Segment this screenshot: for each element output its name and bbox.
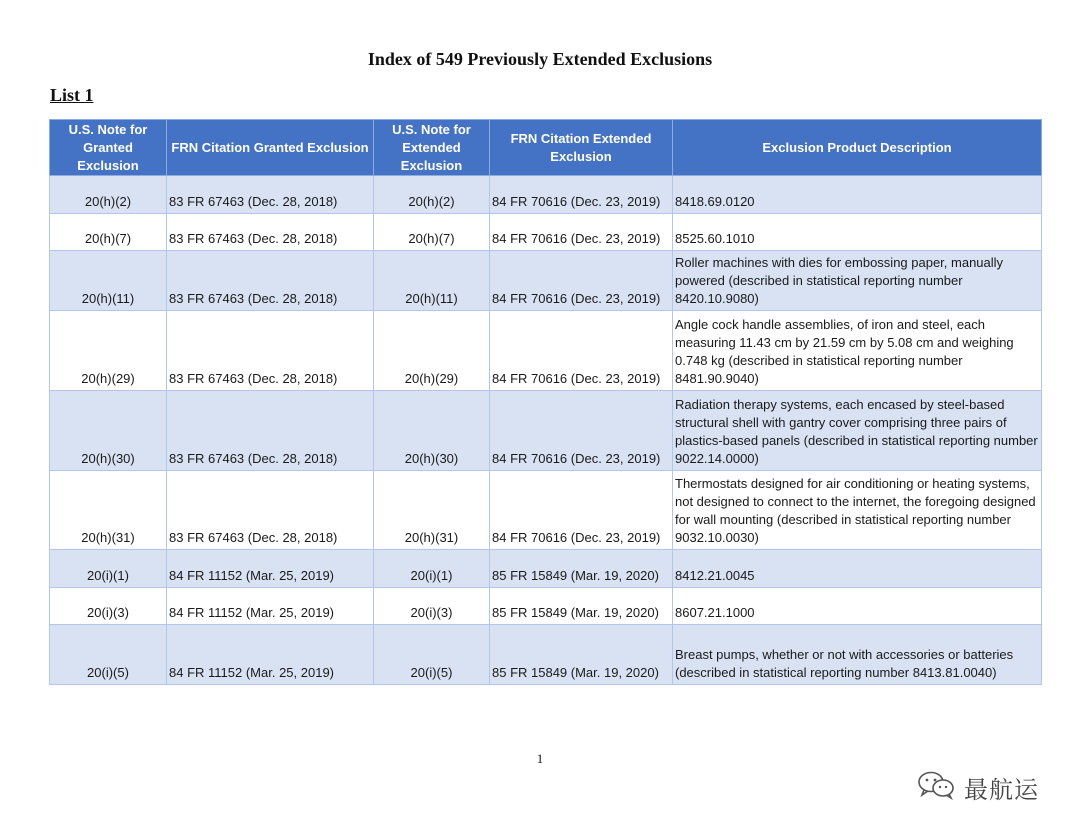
cell-description: Breast pumps, whether or not with accessories or batteries (described in statistical reporting number 8413.81.0040) <box>673 625 1042 685</box>
table-row <box>50 214 1042 251</box>
cell-extended-frn: 84 FR 70616 (Dec. 23, 2019) <box>490 176 673 214</box>
cell-granted-note: 20(h)(2) <box>50 176 167 214</box>
page-number: 1 <box>536 751 544 766</box>
watermark-text: 最航运 <box>964 776 1039 804</box>
cell-description: 8418.69.0120 <box>673 176 1042 214</box>
cell-extended-frn: 85 FR 15849 (Mar. 19, 2020) <box>490 625 673 685</box>
table-row <box>50 471 1042 550</box>
page-title: Index of 549 Previously Extended Exclusions <box>367 49 713 69</box>
cell-granted-frn: 84 FR 11152 (Mar. 25, 2019) <box>167 550 374 588</box>
cell-extended-note: 20(i)(3) <box>374 588 490 625</box>
cell-description: Radiation therapy systems, each encased by steel-based structural shell with gantry cover comprising three pairs of plastics-based panels (described in statistical reporting number 9022.14.0000) <box>673 391 1042 471</box>
cell-granted-note: 20(i)(5) <box>50 625 167 685</box>
cell-granted-frn: 83 FR 67463 (Dec. 28, 2018) <box>167 214 374 251</box>
cell-granted-frn: 83 FR 67463 (Dec. 28, 2018) <box>167 311 374 391</box>
cell-extended-note: 20(h)(30) <box>374 391 490 471</box>
cell-extended-note: 20(h)(31) <box>374 471 490 550</box>
cell-description: Thermostats designed for air conditioning or heating systems, not designed to connect to the internet, the foregoing designed for wall mounting (described in statistical reporting number 9032.10.0030) <box>673 471 1042 550</box>
cell-extended-note: 20(h)(2) <box>374 176 490 214</box>
table-row <box>50 176 1042 214</box>
table-row <box>50 550 1042 588</box>
header-description: Exclusion Product Description <box>673 120 1042 176</box>
list-label: List 1 <box>50 85 94 105</box>
cell-extended-note: 20(h)(29) <box>374 311 490 391</box>
table-header <box>50 120 1042 176</box>
cell-extended-frn: 84 FR 70616 (Dec. 23, 2019) <box>490 251 673 311</box>
cell-extended-note: 20(i)(1) <box>374 550 490 588</box>
cell-extended-frn: 84 FR 70616 (Dec. 23, 2019) <box>490 214 673 251</box>
watermark <box>916 770 1039 804</box>
table-row <box>50 625 1042 685</box>
header-row <box>50 120 1042 176</box>
cell-description: 8607.21.1000 <box>673 588 1042 625</box>
cell-granted-frn: 84 FR 11152 (Mar. 25, 2019) <box>167 625 374 685</box>
table-row <box>50 311 1042 391</box>
cell-granted-frn: 83 FR 67463 (Dec. 28, 2018) <box>167 176 374 214</box>
cell-extended-frn: 85 FR 15849 (Mar. 19, 2020) <box>490 550 673 588</box>
cell-extended-note: 20(h)(7) <box>374 214 490 251</box>
cell-description: 8412.21.0045 <box>673 550 1042 588</box>
cell-description: Roller machines with dies for embossing paper, manually powered (described in statistical reporting number 8420.10.9080) <box>673 251 1042 311</box>
cell-granted-note: 20(h)(30) <box>50 391 167 471</box>
cell-extended-note: 20(h)(11) <box>374 251 490 311</box>
header-extended-frn: FRN Citation Extended Exclusion <box>490 120 673 176</box>
cell-extended-frn: 84 FR 70616 (Dec. 23, 2019) <box>490 471 673 550</box>
exclusions-table <box>49 119 1042 685</box>
table-row <box>50 391 1042 471</box>
cell-description: 8525.60.1010 <box>673 214 1042 251</box>
cell-description: Angle cock handle assemblies, of iron and steel, each measuring 11.43 cm by 21.59 cm by 5.08 cm and weighing 0.748 kg (described in statistical reporting number 8481.90.9040) <box>673 311 1042 391</box>
header-granted-frn: FRN Citation Granted Exclusion <box>167 120 374 176</box>
cell-extended-frn: 84 FR 70616 (Dec. 23, 2019) <box>490 311 673 391</box>
cell-extended-frn: 85 FR 15849 (Mar. 19, 2020) <box>490 588 673 625</box>
header-extended-note: U.S. Note for Extended Exclusion <box>374 120 490 176</box>
table-row <box>50 251 1042 311</box>
table-row <box>50 588 1042 625</box>
cell-granted-note: 20(h)(31) <box>50 471 167 550</box>
header-granted-note: U.S. Note for Granted Exclusion <box>50 120 167 176</box>
cell-granted-note: 20(h)(7) <box>50 214 167 251</box>
table-body <box>50 176 1042 685</box>
cell-granted-note: 20(h)(29) <box>50 311 167 391</box>
cell-granted-frn: 83 FR 67463 (Dec. 28, 2018) <box>167 251 374 311</box>
cell-granted-note: 20(i)(1) <box>50 550 167 588</box>
cell-granted-note: 20(h)(11) <box>50 251 167 311</box>
wechat-icon <box>916 770 956 805</box>
cell-extended-frn: 84 FR 70616 (Dec. 23, 2019) <box>490 391 673 471</box>
cell-extended-note: 20(i)(5) <box>374 625 490 685</box>
cell-granted-frn: 83 FR 67463 (Dec. 28, 2018) <box>167 391 374 471</box>
cell-granted-frn: 84 FR 11152 (Mar. 25, 2019) <box>167 588 374 625</box>
cell-granted-frn: 83 FR 67463 (Dec. 28, 2018) <box>167 471 374 550</box>
cell-granted-note: 20(i)(3) <box>50 588 167 625</box>
